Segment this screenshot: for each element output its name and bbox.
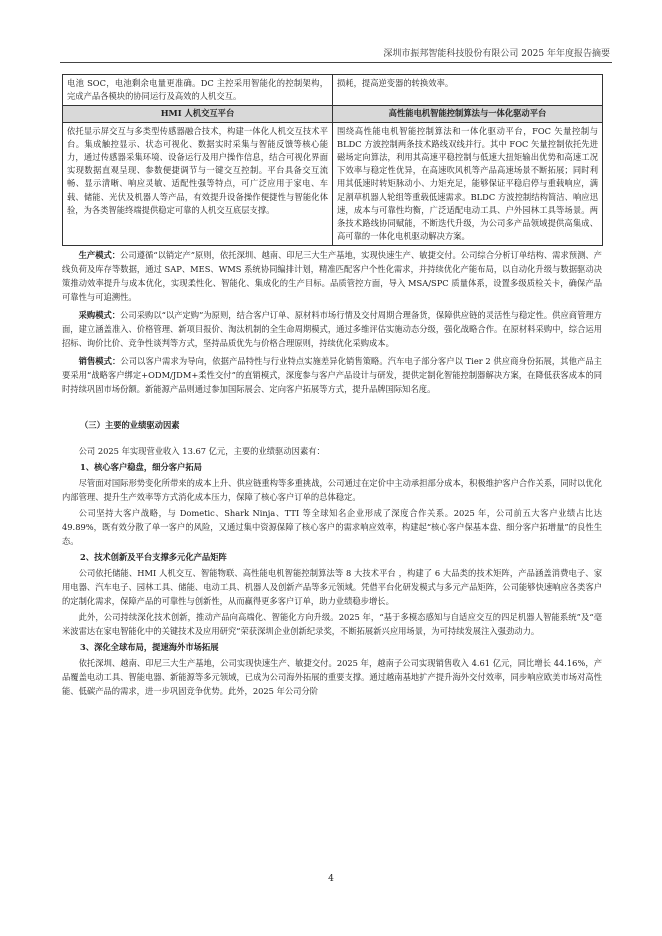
page-content: [62, 74, 602, 698]
sales-mode-paragraph: [62, 354, 602, 396]
table-cell: 依托显示屏交互与多类型传感器融合技术，构建一体化人机交互技术平台。集成触控显示、状态可视化、数据实时采集与智能反馈等核心能力，通过传感器采集环境、设备运行及用户操作信息，结合可视化界面实现数据直观呈现、参数便捷调节与一键交互控制。平台具备交互流畅、显示清晰、响应灵敏、适配性强等特点，可广泛应用于家电、车载、储能、光伏及机器人等产品，有效提升设备操作便捷性与智能化体验，为各类智能终端提供稳定可靠的人机交互底层支撑。: [63, 122, 333, 246]
table-cell: 围绕高性能电机智能控制算法和一体化驱动平台，FOC 矢量控制与 BLDC 方波控制两条技术路线双线并行。其中 FOC 矢量控制依托先进磁场定向算法，利用其高速平稳控制与低速大扭矩输出优势和高速工况下效率与稳定性优异，在高速吹风机等产品高速场景不断拓展；同时利用其低速时转矩脉动小、力矩充足，能够保证平稳启停与重载响应，满足割草机器人轮组等重载低速需求。BLDC 方波控制结构简洁、响应迅速，成本与可靠性均衡，广泛适配电动工具、户外园林工具等场景。两条技术路线协同赋能，不断迭代升级，为公司多产品领域提供高集成、高可靠的一体化电机驱动解决方案。: [333, 122, 603, 246]
header-rule: [60, 62, 612, 63]
sales-mode-text: 公司以客户需求为导向，依据产品特性与行业特点实施差异化销售策略。汽车电子部分客户以 Tier 2 供应商身份拓展，其他产品主要采用“战略客户绑定+ODM/JDM+柔性交付”的直销模式，深度参与客户产品设计与研发，提供定制化智能控制器解决方案，在降低获客成本的同时持续巩固市场份额。新能源产品则通过参加国际展会、定向客户拓展等方式，提升品牌国际知名度。: [62, 356, 602, 395]
table-header-motor-control: 高性能电机智能控制算法与一体化驱动平台: [333, 106, 603, 122]
production-mode-text: 公司遵循“以销定产”原则，依托深圳、越南、印尼三大生产基地，实现快速生产、敏捷交付。公司综合分析订单结构、需求预测、产线负荷及库存等数据，通过 SAP、MES、WMS 系统协同编排计划，精准匹配客户个性化需求，并持续优化产能布局，以自动化升级与数据驱动决策推动效率提升与成本优化，实现柔性化、智能化、集成化的生产目标。品质管控方面，导入 MSA/SPC 质量体系，设置多级质检关卡，确保产品可靠性与可追溯性。: [62, 250, 602, 303]
table-header-hmi: HMI 人机交互平台: [63, 106, 333, 122]
production-mode-label: 生产模式：: [78, 250, 121, 261]
page-number: 4: [328, 874, 334, 884]
body-paragraph: 公司坚持大客户战略，与 Dometic、Shark Ninja、TTI 等全球知名企业形成了深度合作关系。2025 年，公司前五大客户业绩占比达 49.89%，既有效分散了单一客户的风险，又通过集中资源保障了核心客户的需求响应效率，构建起“核心客户保基本盘、细分客户拓增量”的良性生态。: [62, 508, 602, 547]
body-paragraph: 此外，公司持续深化技术创新，推动产品向高端化、智能化方向升级。2025 年，“基于多模态感知与自适应交互的四足机器人智能系统”及“毫米波雷达在家电智能化中的关键技术及应用研究”荣获深圳企业创新纪录奖，不断拓展新兴应用场景，为可持续发展注入强劲动力。: [62, 612, 602, 637]
body-paragraph: 尽管面对国际形势变化所带来的成本上升、供应链重构等多重挑战，公司通过在定价中主动承担部分成本，积极维护客户合作关系，同时以优化内部管理、提升生产效率等方式消化成本压力，保障了核心客户订单的总体稳定。: [62, 478, 602, 503]
procurement-mode-text: 公司采购以“以产定购”为原则，结合客户订单、原材料市场行情及交付周期合理备货，保障供应链的灵活性与稳定性。供应商管理方面，建立涵盖准入、价格管理、新项目报价、淘汰机制的全生命周期模式，通过多维评估实施动态分级，强化战略合作。在原材料采购中，综合运用招标、询价比价、竞争性谈判等方式，坚持品质优先与价格合理原则，持续优化采购成本。: [62, 310, 602, 349]
subsection-heading: 3、深化全球布局，提速海外市场拓展: [80, 642, 219, 653]
table-cell: 损耗，提高逆变器的转换效率。: [333, 75, 603, 106]
procurement-mode-label: 采购模式：: [78, 310, 121, 321]
subsection-heading: 1、核心客户稳盘，细分客户拓局: [80, 462, 202, 473]
section-intro: 公司 2025 年实现营业收入 13.67 亿元，主要的业绩驱动因素有：: [78, 446, 325, 457]
procurement-mode-paragraph: [62, 308, 602, 350]
table-cell: 电池 SOC，电池剩余电量更准确。DC 主控采用智能化的控制架构，完成产品各模块的协同运行及高效的人机交互。: [63, 75, 333, 106]
subsection-heading: 2、技术创新及平台支撑多元化产品矩阵: [80, 552, 227, 563]
body-paragraph: 公司依托储能、HMI 人机交互、智能物联、高性能电机智能控制算法等 8 大技术平台 ，构建了 6 大品类的技术矩阵，产品涵盖消费电子、家用电器、汽车电子、园林工具、储能、电动工具、机器人及创新产品等多元领域。凭借平台化研发模式与多元产品矩阵，公司能够快速响应各类客户的定制化需求，保障产品的可靠性与创新性，从而赢得更多客户订单，助力业绩稳步增长。: [62, 568, 602, 607]
production-mode-paragraph: [62, 248, 602, 304]
body-paragraph: 依托深圳、越南、印尼三大生产基地，公司实现快速生产、敏捷交付。2025 年，越南子公司实现销售收入 4.61 亿元，同比增长 44.16%，产品覆盖电动工具、智能电器、新能源等多元领域，已成为公司海外拓展的重要支撑。通过越南基地扩产提升海外交付效率，同步响应欧美市场对高性能、低碳产品的需求，进一步巩固竞争优势。此外，2025 年公司分阶: [62, 658, 602, 697]
table-row: [63, 75, 603, 106]
table-row: [63, 122, 603, 246]
table-header-row: [63, 106, 603, 122]
page-header: 深圳市振邦智能科技股份有限公司 2025 年年度报告摘要: [383, 49, 610, 59]
section-heading: （三）主要的业绩驱动因素: [80, 420, 180, 431]
sales-mode-label: 销售模式：: [78, 356, 121, 367]
technology-platform-table: [62, 74, 603, 246]
